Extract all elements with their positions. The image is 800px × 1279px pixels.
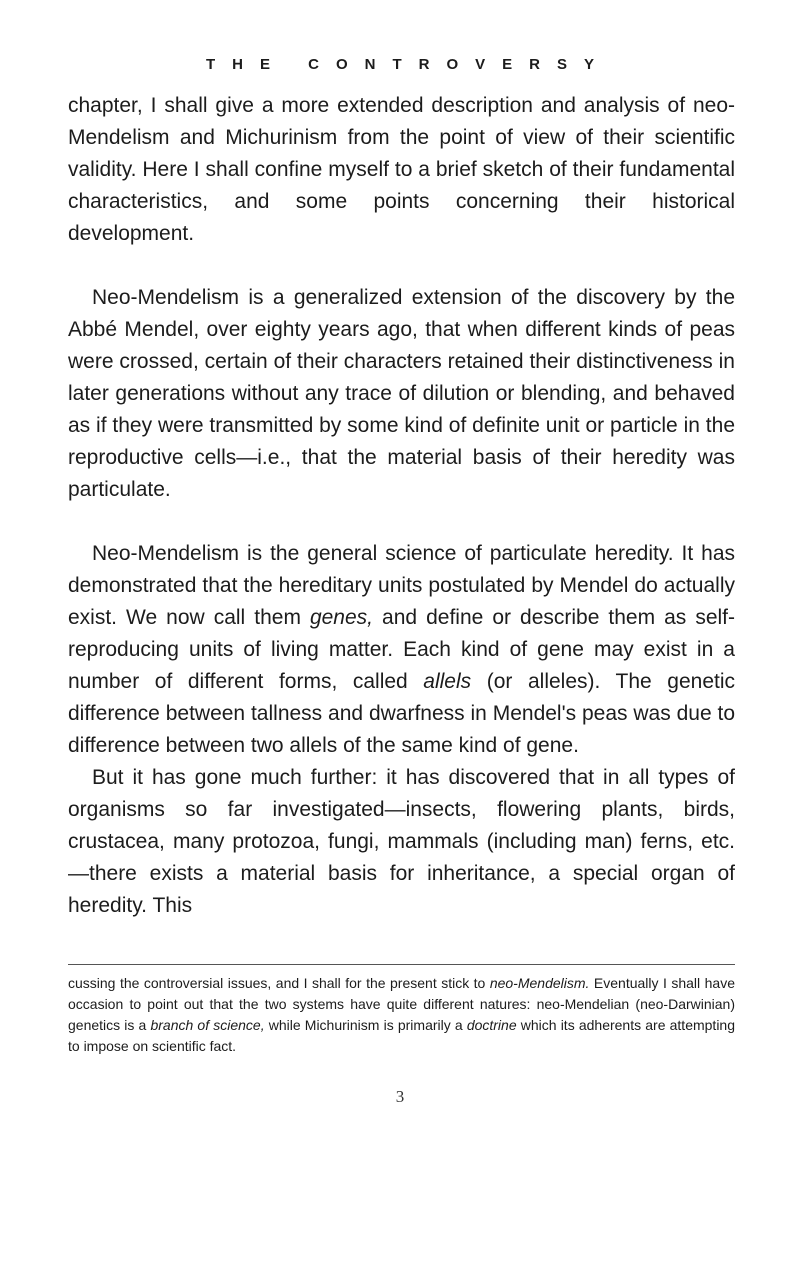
footnote	[68, 973, 735, 1057]
paragraph-4: But it has gone much further: it has discovered that in all types of organisms so far investigated—insects, flowering plants, birds, crustacea, many protozoa, fungi, mammals (including man) ferns, etc.—there exists a material basis for inheritance, a special organ of heredity. This	[68, 766, 735, 917]
term-doctrine: doctrine	[466, 1017, 517, 1033]
footnote-text	[68, 973, 735, 1057]
footnote-text-a: cussing the controversial issues, and I shall for the present stick to	[68, 975, 490, 991]
footnote-divider	[68, 964, 735, 965]
paragraph-3-text-c: (or alleles). The genetic difference between tallness and dwarfness in Mendel's peas was due to difference between two allels of the same kind of gene.	[68, 670, 736, 757]
term-branch-of-science: branch of science,	[150, 1017, 265, 1033]
paragraph-3-text-a: Neo-Mendelism is the general science of particulate heredity. It has demonstrated that the hereditary units postulated by Mendel do actually exist. We now call them	[68, 542, 735, 629]
paragraph-particulate-heredity	[68, 538, 735, 762]
term-genes: genes,	[309, 606, 374, 629]
term-allels: allels	[423, 670, 472, 693]
footnote-text-d: which its adherents are attempting to impose on scientific fact.	[68, 1017, 735, 1054]
paragraph-3-text-b: and define or describe them as self-reproducing units of living matter. Each kind of gene may exist in a number of different forms, called	[68, 606, 735, 693]
term-neo-mendelism: neo-Mendelism.	[489, 975, 590, 991]
footnote-text-c: while Michurinism is primarily a	[264, 1017, 467, 1033]
paragraph-neo-mendelism-definition	[68, 282, 735, 506]
paragraph-2: Neo-Mendelism is a generalized extension of the discovery by the Abbé Mendel, over eighty years ago, that when different kinds of peas were crossed, certain of their characters retained their distinctiveness in later generations without any trace of dilution or blending, and behaved as if they were transmitted by some kind of definite unit or particle in the reproductive cells—i.e., that the material basis of their heredity was particulate.	[68, 286, 735, 501]
paragraph-continuation	[68, 90, 735, 250]
running-head: THE CONTROVERSY	[205, 56, 611, 73]
paragraph-organ-of-heredity	[68, 762, 735, 922]
footnote-text-b: Eventually I shall have occasion to point out that the two systems have quite different natures: neo-Mendelian (neo-Darwinian) genetics is a	[68, 975, 735, 1033]
paragraph-1: chapter, I shall give a more extended description and analysis of neo-Mendelism and Michurinism from the point of view of their scientific validity. Here I shall confine myself to a brief sketch of their fundamental characteristics, and some points concerning their historical development.	[68, 94, 735, 245]
page-number: 3	[395, 1087, 405, 1106]
paragraph-3	[68, 538, 735, 762]
